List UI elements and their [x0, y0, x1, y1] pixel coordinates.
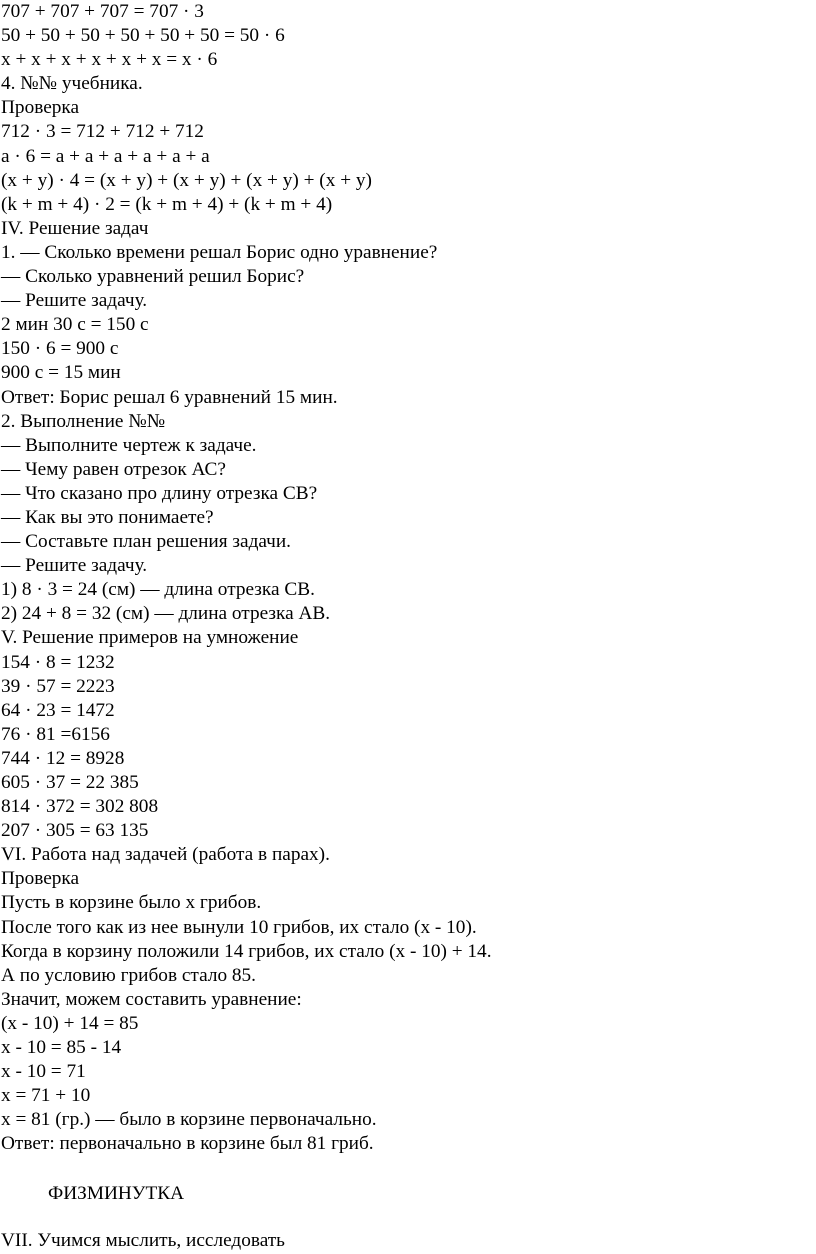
example-line: 64 · 23 = 1472 — [1, 699, 115, 721]
physical-break-heading: ФИЗМИНУТКА — [48, 1183, 185, 1204]
text-line: 1. — Сколько времени решал Борис одно уравнение? — [1, 241, 438, 263]
text-line: 2. Выполнение №№ — [1, 410, 166, 432]
text-line: — Выполните чертеж к задаче. — [1, 434, 257, 456]
text-line: 150 · 6 = 900 с — [1, 338, 119, 360]
answer-line: Ответ: Борис решал 6 уравнений 15 мин. — [1, 386, 338, 408]
text-line: Значит, можем составить уравнение: — [1, 988, 302, 1010]
text-line: — Что сказано про длину отрезка СВ? — [1, 482, 318, 504]
equation-line: (x - 10) + 14 = 85 — [1, 1012, 139, 1034]
text-line: — Как вы это понимаете? — [1, 506, 214, 528]
section-heading: V. Решение примеров на умножение — [1, 627, 299, 649]
text-line: Проверка — [1, 868, 80, 890]
example-line: 39 · 57 = 2223 — [1, 675, 115, 697]
text-line: Проверка — [1, 97, 80, 119]
text-line: — Решите задачу. — [1, 290, 148, 312]
section-heading: VII. Учимся мыслить, исследовать — [1, 1230, 285, 1251]
text-line: 2 мин 30 с = 150 с — [1, 314, 149, 336]
text-line: 50 + 50 + 50 + 50 + 50 + 50 = 50 · 6 — [1, 25, 285, 47]
text-line: После того как из нее вынули 10 грибов, их стало (x - 10). — [1, 916, 477, 938]
text-line: a · 6 = a + a + a + a + a + a — [1, 145, 210, 167]
equation-line: x - 10 = 71 — [1, 1061, 86, 1083]
text-line: 2) 24 + 8 = 32 (см) — длина отрезка АВ. — [1, 603, 331, 625]
text-line: — Чему равен отрезок АС? — [1, 458, 226, 480]
text-line: 4. №№ учебника. — [1, 73, 143, 95]
text-line: 900 с = 15 мин — [1, 362, 121, 384]
equation-line: x - 10 = 85 - 14 — [1, 1037, 122, 1059]
text-line: Пусть в корзине было x грибов. — [1, 892, 262, 914]
equation-line: x = 71 + 10 — [1, 1085, 91, 1107]
example-line: 744 · 12 = 8928 — [1, 747, 125, 769]
text-line: (x + y) · 4 = (x + y) + (x + y) + (x + y) + (x + y) — [1, 169, 372, 191]
example-line: 605 · 37 = 22 385 — [1, 772, 139, 793]
example-line: 814 · 372 = 302 808 — [1, 796, 159, 818]
section-heading: IV. Решение задач — [1, 217, 149, 239]
equation-line: x = 81 (гр.) — было в корзине первоначально. — [1, 1109, 377, 1131]
text-line: — Сколько уравнений решил Борис? — [1, 266, 305, 288]
text-line: 707 + 707 + 707 = 707 · 3 — [1, 1, 204, 22]
text-line: 1) 8 · 3 = 24 (см) — длина отрезка СВ. — [1, 579, 315, 601]
text-line: (k + m + 4) · 2 = (k + m + 4) + (k + m + 4) — [1, 193, 333, 215]
document-body — [1, 0, 492, 1157]
text-line: — Составьте план решения задачи. — [1, 531, 291, 553]
answer-line: Ответ: первоначально в корзине был 81 гриб. — [1, 1133, 374, 1155]
example-line: 207 · 305 = 63 135 — [1, 820, 149, 842]
text-line: Когда в корзину положили 14 грибов, их стало (x - 10) + 14. — [1, 940, 492, 962]
section-heading: VI. Работа над задачей (работа в парах). — [1, 844, 330, 866]
text-line: x + x + x + x + x + x = x · 6 — [1, 49, 218, 71]
example-line: 76 · 81 =6156 — [1, 723, 110, 745]
text-line: А по условию грибов стало 85. — [1, 964, 257, 986]
text-line: 712 · 3 = 712 + 712 + 712 — [1, 121, 204, 143]
text-line: — Решите задачу. — [1, 555, 148, 577]
example-line: 154 · 8 = 1232 — [1, 651, 115, 673]
